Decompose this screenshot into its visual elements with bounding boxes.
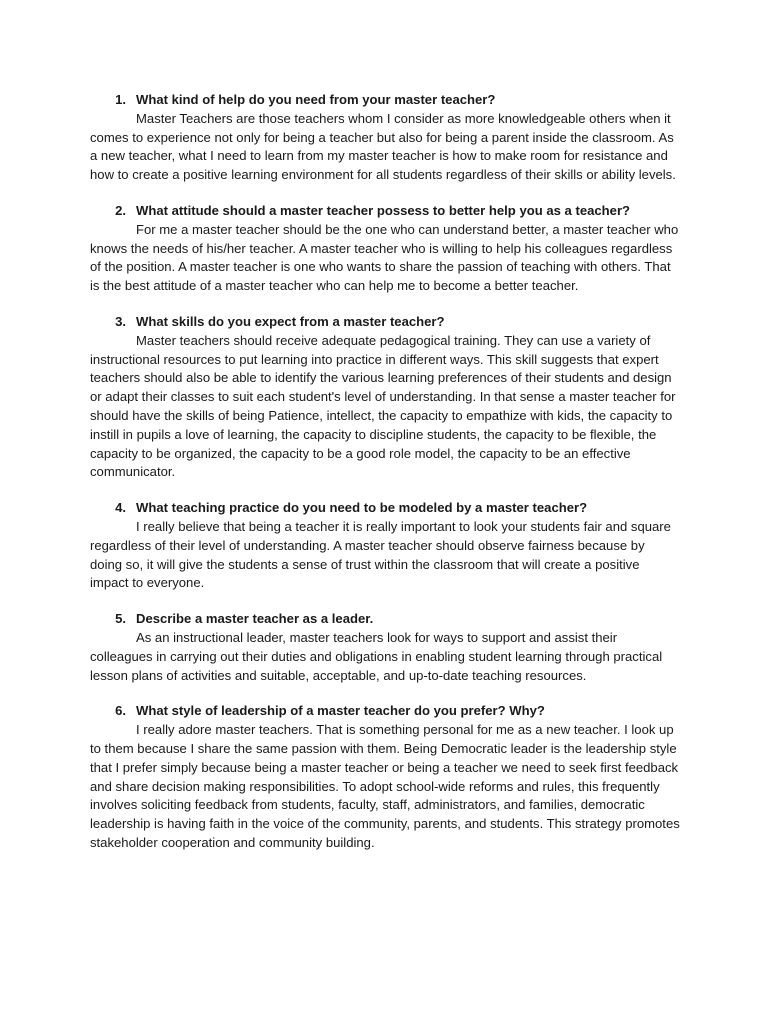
question-text: What style of leadership of a master teacher do you prefer? Why? xyxy=(136,703,545,719)
qa-item-3 xyxy=(90,313,680,482)
question-text: What kind of help do you need from your master teacher? xyxy=(136,92,496,107)
qa-item-5 xyxy=(90,610,680,685)
question-number: 3. xyxy=(115,313,126,329)
question-heading xyxy=(90,202,680,221)
question-number: 4. xyxy=(115,500,126,516)
question-text: What teaching practice do you need to be modeled by a master teacher? xyxy=(136,500,588,516)
question-text: What skills do you expect from a master teacher? xyxy=(136,313,445,329)
question-heading xyxy=(90,91,680,110)
answer-paragraph: As an instructional leader, master teachers look for ways to support and assist their colleagues in carrying out their duties and obligations in enabling student learning through practical lesson plans of activities and suitable, acceptable, and up-to-date teaching resources. xyxy=(90,629,663,683)
question-heading xyxy=(90,313,680,332)
question-text: Describe a master teacher as a leader. xyxy=(136,611,374,627)
question-heading xyxy=(90,610,680,629)
answer-paragraph: I really believe that being a teacher it is really important to look your students fair and square regardless of their level of understanding. A master teacher should observe fairness because by doing so, it will give the students a sense of trust within the classroom that will create a positive impact to everyone. xyxy=(90,518,671,591)
qa-item-2 xyxy=(90,202,680,296)
question-text: What attitude should a master teacher possess to better help you as a teacher? xyxy=(136,202,631,218)
qa-item-4 xyxy=(90,499,680,593)
answer-paragraph: Master Teachers are those teachers whom I consider as more knowledgeable others when it comes to experience not only for being a teacher but also for being a parent inside the classroom. As a new teacher, what I need to learn from my master teacher is how to make room for resistance and how to create a positive learning environment for all students regardless of their skills or ability levels. xyxy=(90,110,676,183)
question-heading xyxy=(90,702,680,721)
qa-item-1 xyxy=(90,91,680,185)
question-number: 2. xyxy=(115,202,126,218)
qa-item-6 xyxy=(90,702,680,852)
question-number: 1. xyxy=(115,92,126,107)
answer-paragraph: Master teachers should receive adequate pedagogical training. They can use a variety of instructional resources to put learning into practice in different ways. This skill suggests that expert teachers should also be able to identify the various learning preferences of their students and design or adapt their classes to suit each student's level of understanding. In that sense a master teacher for should have the skills of being Patience, intellect, the capacity to empathize with kids, the capacity to instill in pupils a love of learning, the capacity to discipline students, the capacity to be flexible, the capacity to be organized, the capacity to be a good role model, the capacity to be an effective communicator. xyxy=(90,332,676,480)
answer-paragraph: For me a master teacher should be the one who can understand better, a master teacher who knows the needs of his/her teacher. A master teacher who is willing to help his colleagues regardless of the position. A master teacher is one who wants to share the passion of teaching with others. That is the best attitude of a master teacher who can help me to become a better teacher. xyxy=(90,221,679,294)
answer-paragraph: I really adore master teachers. That is something personal for me as a new teacher. I look up to them because I share the same passion with them. Being Democratic leader is the leadership style that I prefer simply because being a master teacher or being a teacher we need to seek first feedback and share decision making responsibilities. To adopt school-wide reforms and rules, this frequently involves soliciting feedback from students, faculty, staff, administrators, and families, democratic leadership is having faith in the voice of the community, parents, and students. This strategy promotes stakeholder cooperation and community building. xyxy=(90,722,680,850)
question-number: 6. xyxy=(115,703,126,719)
question-number: 5. xyxy=(115,611,126,627)
question-heading xyxy=(90,499,680,518)
